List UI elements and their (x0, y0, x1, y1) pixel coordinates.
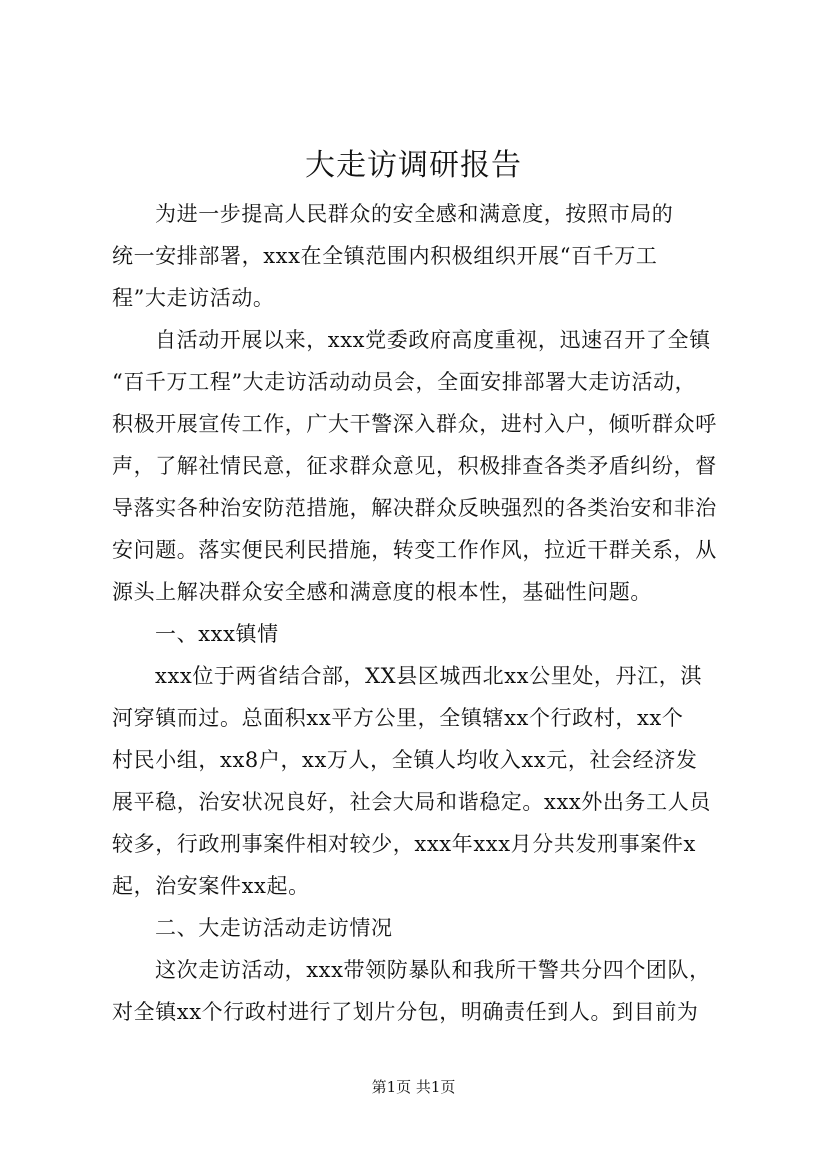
text-line: 河穿镇而过。总面积xx平方公里，全镇辖xx个行政村，xx个 (112, 706, 684, 730)
text-line: 较多，行政刑事案件相对较少，xxx年xxx月分共发刑事案件x (112, 832, 696, 856)
text-line: 起，治安案件xx起。 (112, 874, 310, 898)
text-line: 村民小组，xx8户，xx万人，全镇人均收入xx元，社会经济发 (112, 748, 698, 772)
text-line: 这次走访活动，xxx带领防暴队和我所干警共分四个团队， (155, 958, 711, 982)
text-line: xxx位于两省结合部，XX县区城西北xx公里处，丹江，淇 (155, 664, 702, 688)
page-footer: 第1页 共1页 (371, 1078, 456, 1096)
text-line: 积极开展宣传工作，广大干警深入群众，进村入户，倾听群众呼 (112, 412, 717, 436)
text-line: 统一安排部署，xxx在全镇范围内积极组织开展“百千万工 (112, 244, 658, 268)
text-line: 导落实各种治安防范措施，解决群众反映强烈的各类治安和非治 (112, 496, 717, 520)
text-line: 展平稳，治安状况良好，社会大局和谐稳定。xxx外出务工人员 (112, 790, 711, 814)
text-line: 声，了解社情民意，征求群众意见，积极排查各类矛盾纠纷，督 (112, 454, 717, 478)
text-line: 自活动开展以来，xxx党委政府高度重视，迅速召开了全镇 (155, 328, 711, 352)
text-line: “百千万工程”大走访活动动员会，全面安排部署大走访活动， (112, 370, 697, 394)
text-line: 为进一步提高人民群众的安全感和满意度，按照市局的 (155, 202, 674, 226)
text-line: 安问题。落实便民利民措施，转变工作作风，拉近干群关系，从 (112, 538, 717, 562)
section-heading: 一、xxx镇情 (155, 622, 279, 646)
text-line: 程”大走访活动。 (112, 286, 275, 310)
section-heading: 二、大走访活动走访情况 (155, 916, 393, 940)
text-line: 对全镇xx个行政村进行了划片分包，明确责任到人。到目前为 (112, 1000, 699, 1024)
text-line: 源头上解决群众安全感和满意度的根本性，基础性问题。 (112, 580, 652, 604)
document-title: 大走访调研报告 (305, 148, 522, 183)
